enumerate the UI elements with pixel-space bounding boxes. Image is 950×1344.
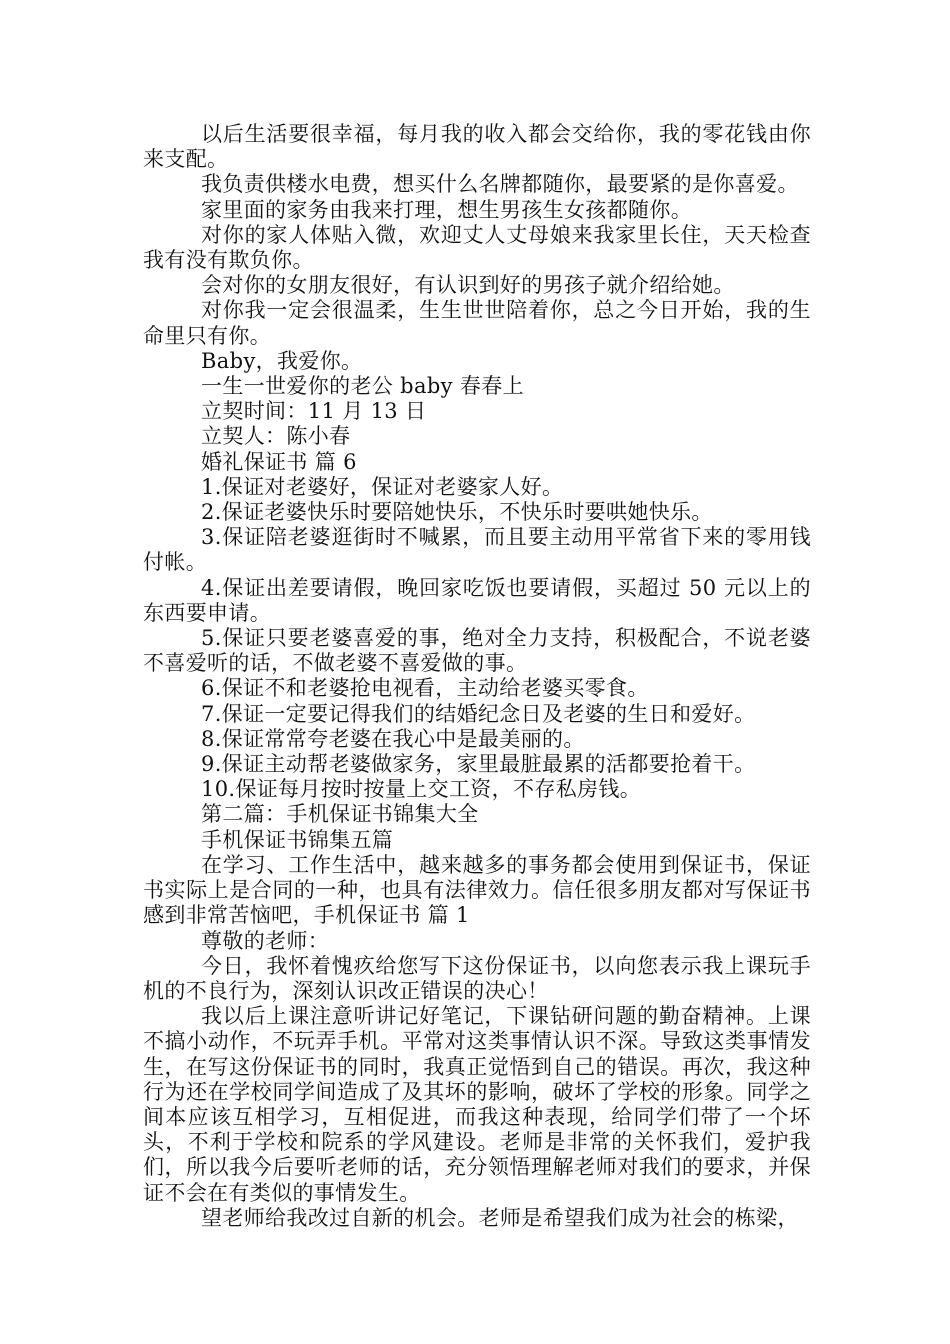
- paragraph: Baby，我爱你。: [201, 348, 363, 373]
- section-heading: 第二篇：手机保证书锦集大全: [201, 802, 479, 827]
- list-item: 4.保证出差要请假，晚回家吃饭也要请假，买超过 50 元以上的东西要申请。: [143, 575, 811, 625]
- paragraph: 在学习、工作生活中，越来越多的事务都会使用到保证书，保证书实际上是合同的一种，也具有法律效力。信任很多朋友都对写保证书感到非常苦恼吧，手机保证书 篇 1: [143, 852, 811, 928]
- paragraph: 对你的家人体贴入微，欢迎丈人丈母娘来我家里长住，天天检查我有没有欺负你。: [143, 222, 811, 273]
- paragraph: 以后生活要很幸福，每月我的收入都会交给你，我的零花钱由你来支配。: [143, 122, 811, 172]
- document-body: [143, 122, 811, 1231]
- list-item: 3.保证陪老婆逛街时不喊累，而且要主动用平常省下来的零用钱付帐。: [143, 525, 811, 575]
- list-item: 2.保证老婆快乐时要陪她快乐，不快乐时要哄她快乐。: [201, 500, 713, 525]
- list-item: 1.保证对老婆好，保证对老婆家人好。: [201, 474, 564, 499]
- paragraph: 望老师给我改过自新的机会。老师是希望我们成为社会的栋梁，: [201, 1205, 799, 1230]
- section-heading: 手机保证书锦集五篇: [201, 827, 394, 852]
- list-item: 9.保证主动帮老婆做家务，家里最脏最累的活都要抢着干。: [201, 752, 756, 777]
- list-item: 5.保证只要老婆喜爱的事，绝对全力支持，积极配合，不说老婆不喜爱听的话，不做老婆不喜爱做的事。: [143, 626, 811, 676]
- list-item: 8.保证常常夸老婆在我心中是最美丽的。: [201, 726, 585, 751]
- list-item: 7.保证一定要记得我们的结婚纪念日及老婆的生日和爱好。: [201, 701, 756, 726]
- salutation: 尊敬的老师：: [201, 928, 330, 953]
- list-item: 6.保证不和老婆抢电视看，主动给老婆买零食。: [201, 676, 649, 701]
- paragraph: 会对你的女朋友很好，有认识到好的男孩子就介绍给她。: [201, 273, 735, 298]
- section-heading: 婚礼保证书 篇 6: [201, 449, 357, 474]
- signature-line: 一生一世爱你的老公 baby 春春上: [201, 374, 524, 399]
- paragraph: 对你我一定会很温柔，生生世世陪着你，总之今日开始，我的生命里只有你。: [143, 298, 811, 348]
- contract-date: 立契时间：11 月 13 日: [201, 399, 427, 424]
- paragraph: 我负责供楼水电费，想买什么名牌都随你，最要紧的是你喜爱。: [201, 172, 799, 197]
- contract-signer: 立契人：陈小春: [201, 424, 351, 449]
- list-item: 10.保证每月按时按量上交工资，不存私房钱。: [201, 777, 642, 802]
- paragraph: 我以后上课注意听讲记好笔记，下课钻研问题的勤奋精神。上课不搞小动作，不玩弄手机。平常对这类事情认识不深。导致这类事情发生，在写这份保证书的同时，我真正觉悟到自己的错误。再次，我这种行为还在学校同学间造成了及其坏的影响，破坏了学校的形象。同学之间本应该互相学习，互相促进，而我这种表现，给同学们带了一个坏头，不利于学校和院系的学风建设。老师是非常的关怀我们，爱护我们，所以我今后要听老师的话，充分领悟理解老师对我们的要求，并保证不会在有类似的事情发生。: [143, 1004, 811, 1205]
- paragraph: 今日，我怀着愧疚给您写下这份保证书，以向您表示我上课玩手机的不良行为，深刻认识改正错误的决心！: [143, 953, 811, 1003]
- paragraph: 家里面的家务由我来打理，想生男孩生女孩都随你。: [201, 197, 693, 222]
